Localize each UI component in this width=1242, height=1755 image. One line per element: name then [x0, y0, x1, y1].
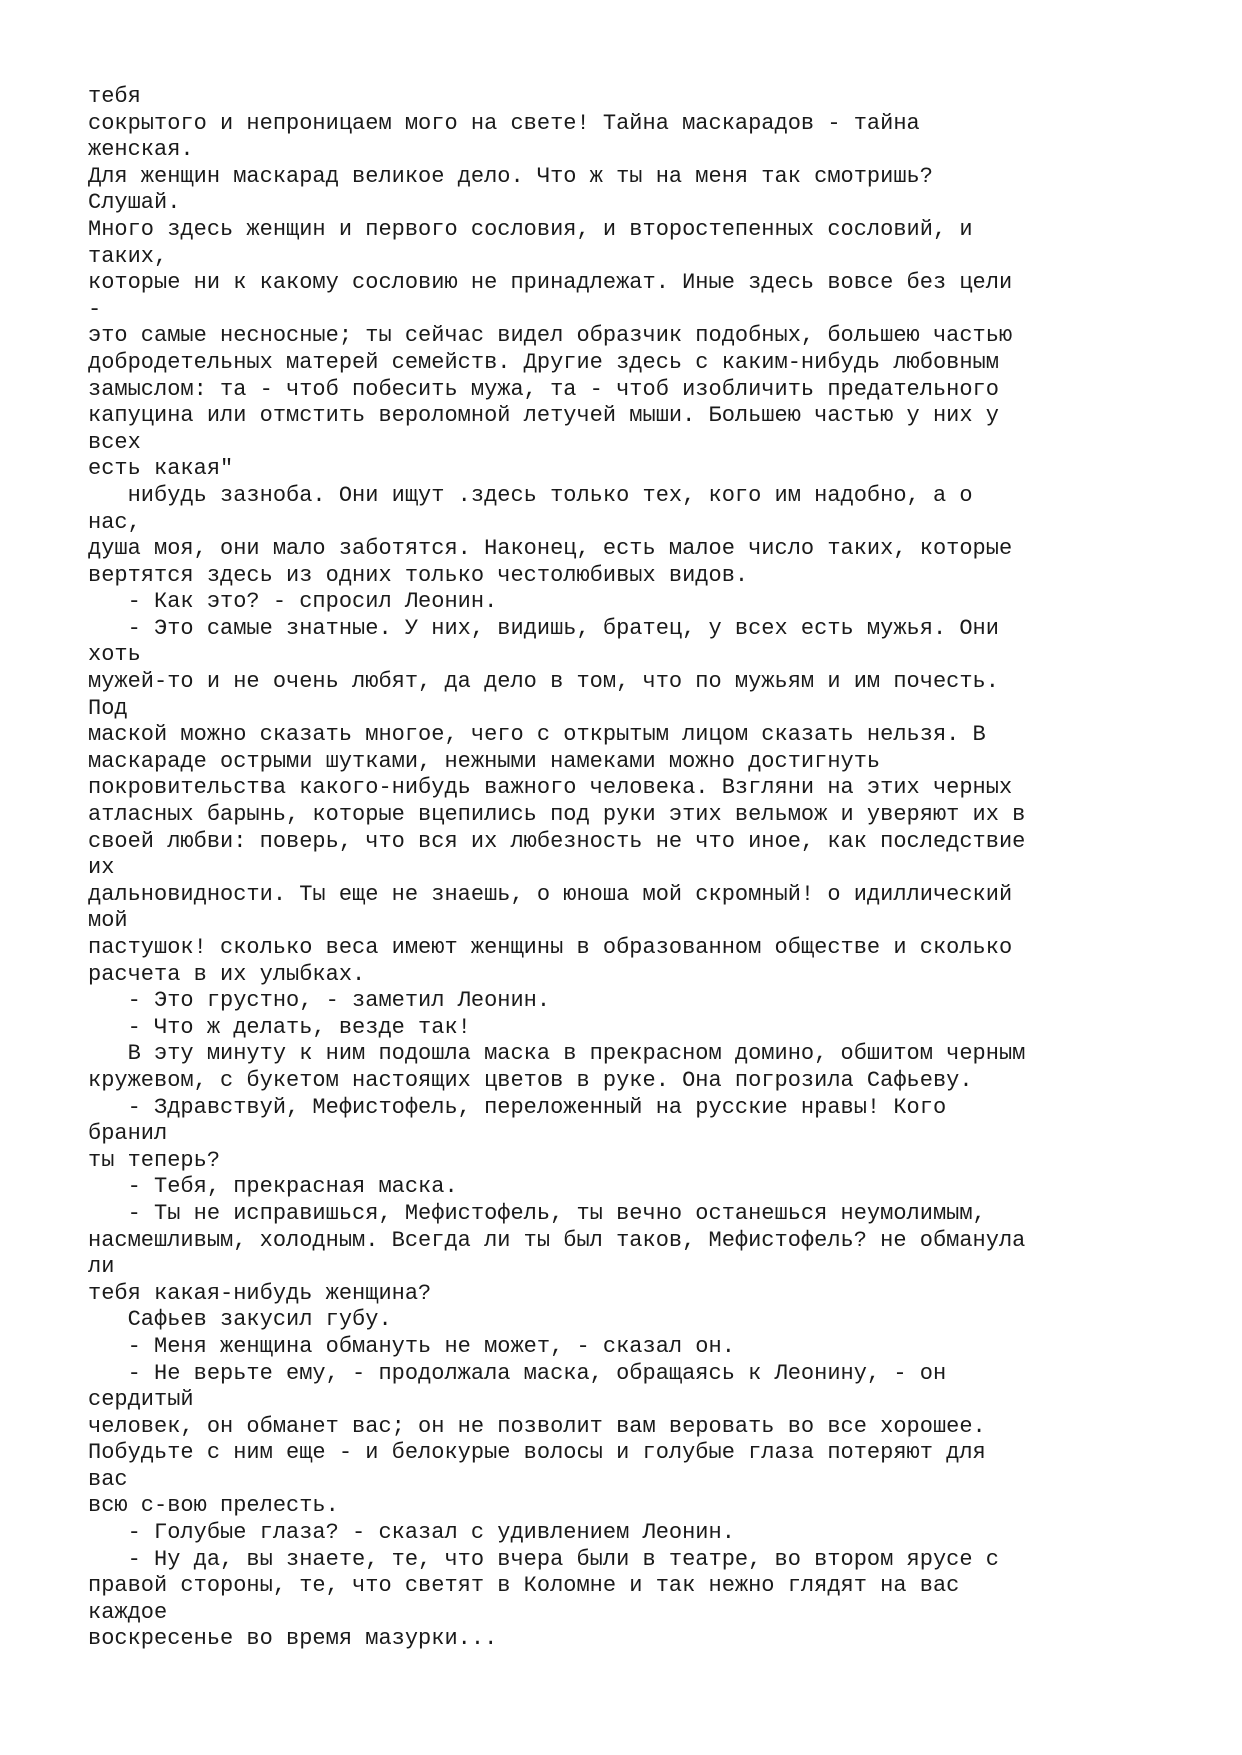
text-line: всю с-вою прелесть. [88, 1493, 339, 1519]
text-line: душа моя, они мало заботятся. Наконец, есть малое число таких, которые [88, 536, 1013, 562]
text-line: своей любви: поверь, что вся их любезность не что иное, как последствие [88, 828, 1026, 854]
text-line: их [88, 855, 115, 881]
text-line: есть какая" [88, 456, 234, 482]
text-line: - [88, 296, 102, 322]
text-line: замыслом: та - чтоб побесить мужа, та - чтоб изобличить предательного [88, 376, 999, 402]
text-line: Для женщин маскарад великое дело. Что ж ты на меня так смотришь? [88, 163, 933, 189]
text-line: дальновидности. Ты еще не знаешь, о юноша мой скромный! о идиллический [88, 881, 1013, 907]
text-line: Много здесь женщин и первого сословия, и второстепенных сословий, и [88, 216, 973, 242]
text-line: ты теперь? [88, 1147, 221, 1173]
text-line: которые ни к какому сословию не принадлежат. Иные здесь вовсе без цели [88, 270, 1013, 296]
text-line: нас, [88, 509, 141, 535]
text-line: - Здравствуй, Мефистофель, переложенный на русские нравы! Кого [88, 1094, 947, 1120]
text-line: сердитый [88, 1387, 194, 1413]
text-line: - Тебя, прекрасная маска. [88, 1174, 458, 1200]
text-line: нибудь зазноба. Они ищут .здесь только тех, кого им надобно, а о [88, 482, 973, 508]
text-line: тебя [88, 84, 141, 109]
text-line: Слушай. [88, 190, 181, 216]
text-line: расчета в их улыбках. [88, 961, 366, 987]
text-line: - Ну да, вы знаете, те, что вчера были в театре, во втором ярусе с [88, 1546, 999, 1572]
text-line: всех [88, 429, 141, 455]
text-line: Побудьте с ним еще - и белокурые волосы и голубые глаза потеряют для [88, 1440, 986, 1466]
text-line: сокрытого и непроницаем мого на свете! Тайна маскарадов - тайна [88, 110, 920, 136]
text-line: атласных барынь, которые вцепились под руки этих вельмож и уверяют их в [88, 802, 1026, 828]
text-line: это самые несносные; ты сейчас видел образчик подобных, большею частью [88, 323, 1013, 349]
text-line: - Ты не исправишься, Мефистофель, ты вечно останешься неумолимым, [88, 1200, 986, 1226]
text-line: капуцина или отмстить вероломной летучей мыши. Большею частью у них у [88, 403, 999, 429]
text-line: бранил [88, 1121, 168, 1147]
text-line: ли [88, 1254, 115, 1280]
text-line: каждое [88, 1599, 168, 1625]
document-page [88, 84, 1218, 1653]
text-line: кружевом, с букетом настоящих цветов в руке. Она погрозила Сафьеву. [88, 1067, 973, 1093]
text-line: - Не верьте ему, - продолжала маска, обращаясь к Леонину, - он [88, 1360, 947, 1386]
text-line: воскресенье во время мазурки... [88, 1626, 498, 1652]
text-line: - Это грустно, - заметил Леонин. [88, 988, 551, 1014]
text-line: маской можно сказать многое, чего с открытым лицом сказать нельзя. В [88, 722, 986, 748]
text-line: - Что ж делать, везде так! [88, 1014, 471, 1040]
text-line: Сафьев закусил губу. [88, 1307, 392, 1333]
text-line: насмешливым, холодным. Всегда ли ты был таков, Мефистофель? не обманула [88, 1227, 1026, 1253]
text-line: В эту минуту к ним подошла маска в прекрасном домино, обшитом черным [88, 1041, 1026, 1067]
text-line: таких, [88, 243, 168, 269]
text-line: добродетельных матерей семейств. Другие здесь с каким-нибудь любовным [88, 349, 999, 375]
text-line: хоть [88, 642, 141, 668]
text-line: покровительства какого-нибудь важного человека. Взгляни на этих черных [88, 775, 1013, 801]
text-line: - Как это? - спросил Леонин. [88, 589, 498, 615]
text-line: мой [88, 908, 128, 934]
text-line: пастушок! сколько веса имеют женщины в образованном обществе и сколько [88, 935, 1013, 960]
text-line: вертятся здесь из одних только честолюбивых видов. [88, 562, 749, 588]
text-line: вас [88, 1466, 128, 1492]
text-line: правой стороны, те, что светят в Коломне и так нежно глядят на вас [88, 1573, 960, 1599]
text-line: маскараде острыми шутками, нежными намеками можно достигнуть [88, 748, 881, 774]
text-line: женская. [88, 137, 194, 163]
text-line: Под [88, 695, 128, 721]
text-line: - Голубые глаза? - сказал с удивлением Леонин. [88, 1520, 735, 1546]
text-line: тебя какая-нибудь женщина? [88, 1280, 432, 1306]
text-line: - Меня женщина обмануть не может, - сказал он. [88, 1333, 735, 1359]
text-line: человек, он обманет вас; он не позволит вам веровать во все хорошее. [88, 1413, 986, 1439]
text-line: - Это самые знатные. У них, видишь, братец, у всех есть мужья. Они [88, 615, 999, 641]
text-line: мужей-то и не очень любят, да дело в том, что по мужьям и им почесть. [88, 669, 999, 695]
